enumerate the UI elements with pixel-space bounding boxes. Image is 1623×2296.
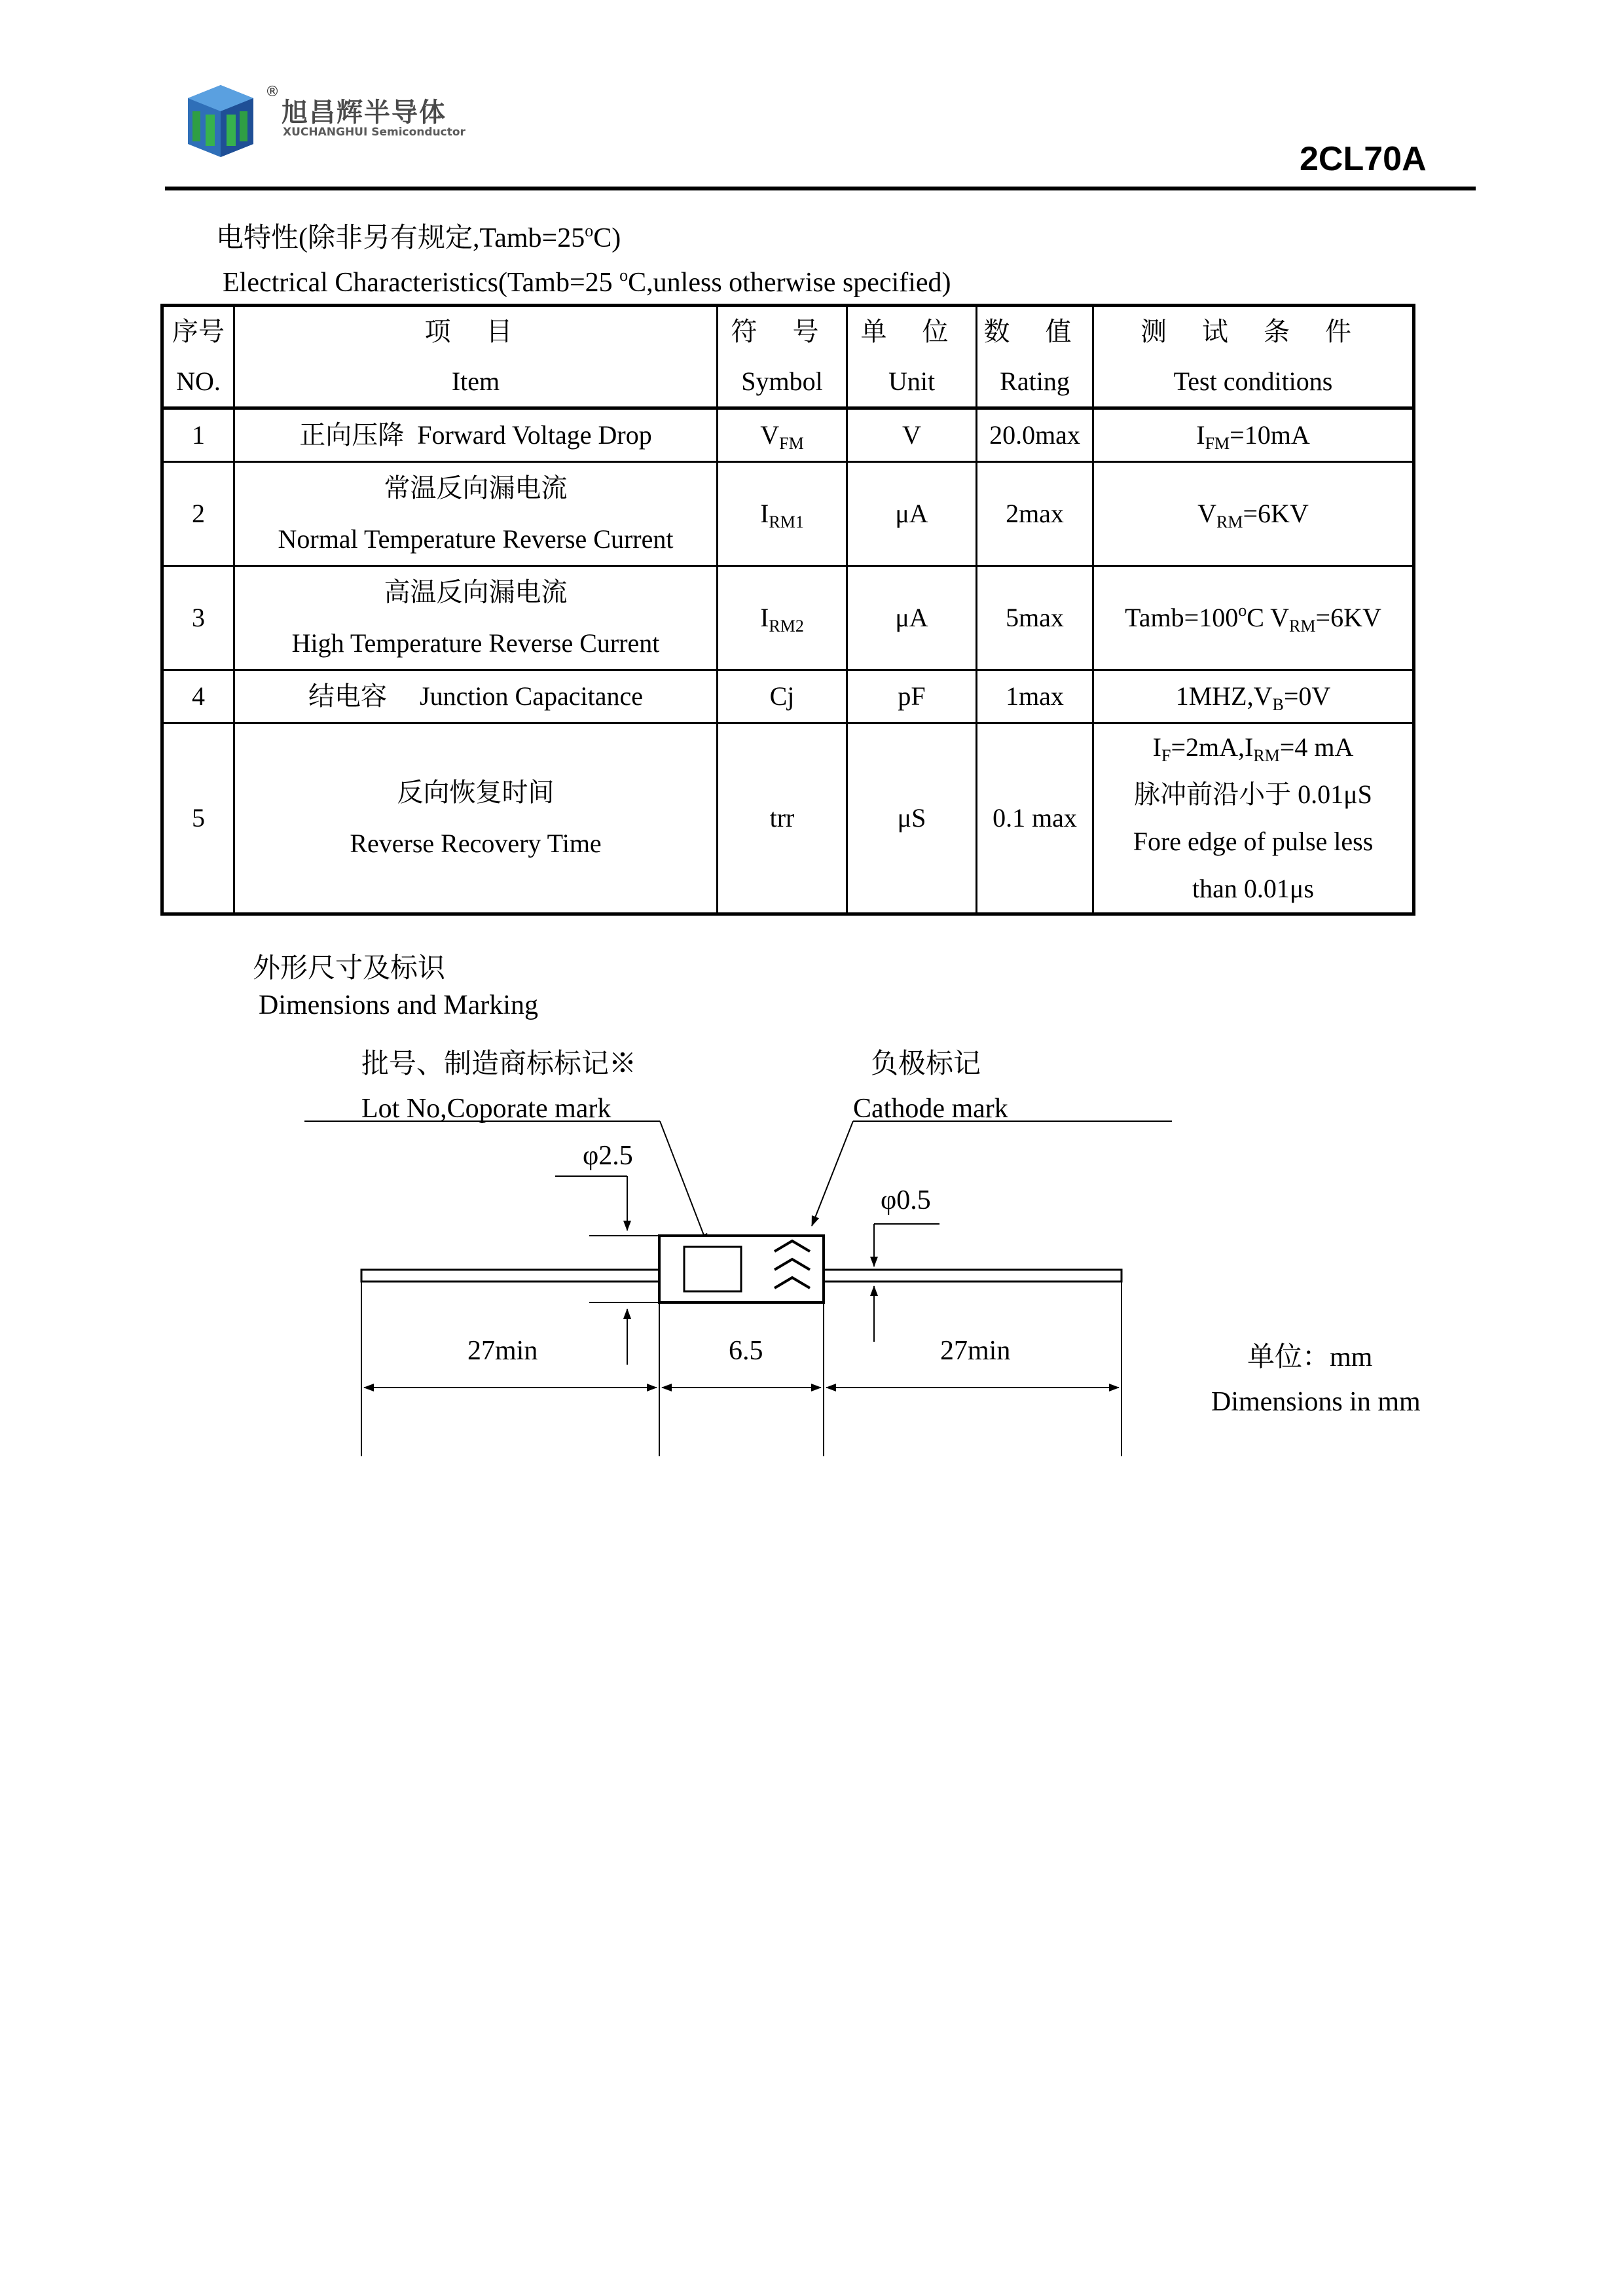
row-unit: μS bbox=[847, 723, 977, 914]
right-lead bbox=[824, 1270, 1122, 1282]
left-lead bbox=[361, 1270, 659, 1282]
row-rating: 20.0max bbox=[977, 408, 1093, 462]
row-rating: 2max bbox=[977, 462, 1093, 566]
dimensions-title-en: Dimensions and Marking bbox=[259, 990, 538, 1020]
section-title-cn: 电特性(除非另有规定$,Tamb=25^oC$) bbox=[216, 221, 621, 253]
cathode-mark-label-en: Cathode mark bbox=[853, 1094, 1008, 1124]
row-no: 2 bbox=[162, 462, 234, 566]
left-lead-length-label: 27min bbox=[467, 1336, 538, 1366]
row-item: 正向压降 Forward Voltage Drop bbox=[234, 408, 718, 462]
units-label-cn: 单位：mm bbox=[1247, 1342, 1373, 1372]
header-test-conditions: 测 试 条 件 Test conditions bbox=[1093, 306, 1414, 408]
header-symbol: 符 号 Symbol bbox=[718, 306, 847, 408]
lot-mark-label-en: Lot No,Coporate mark bbox=[361, 1094, 611, 1124]
body-diameter-label: φ2.5 bbox=[583, 1141, 633, 1171]
header-rating: 数 值 Rating bbox=[977, 306, 1093, 408]
row-test-conditions: $I_{FM}=10mA$ bbox=[1093, 408, 1414, 462]
row-item: 高温反向漏电流 High Temperature Reverse Current bbox=[234, 566, 718, 670]
row-item: 反向恢复时间 Reverse Recovery Time bbox=[234, 723, 718, 914]
part-number: 2CL70A bbox=[1300, 140, 1427, 178]
units-label-en: Dimensions in mm bbox=[1211, 1387, 1421, 1417]
row-unit: μA bbox=[847, 566, 977, 670]
lead-diameter-label: φ0.5 bbox=[881, 1185, 931, 1215]
row-rating: 5max bbox=[977, 566, 1093, 670]
row-symbol: $V_{FM}$ bbox=[718, 408, 847, 462]
row-test-conditions: $V_{RM}=6KV$ bbox=[1093, 462, 1414, 566]
header-unit: 单 位 Unit bbox=[847, 306, 977, 408]
row-unit: pF bbox=[847, 670, 977, 723]
row-symbol: $I_{RM1}$ bbox=[718, 462, 847, 566]
row-symbol: Cj bbox=[718, 670, 847, 723]
cathode-mark-label-cn: 负极标记 bbox=[871, 1049, 981, 1079]
row-rating: 1max bbox=[977, 670, 1093, 723]
row-test-conditions: $1MHZ,V_B=0V$ bbox=[1093, 670, 1414, 723]
right-lead-length-label: 27min bbox=[940, 1336, 1011, 1366]
row-unit: V bbox=[847, 408, 977, 462]
row-item: 结电容 Junction Capacitance bbox=[234, 670, 718, 723]
row-symbol: $I_{RM2}$ bbox=[718, 566, 847, 670]
company-name-en: XUCHANGHUI Semiconductor bbox=[283, 126, 465, 139]
row-test-conditions: $I_F=2mA,I_{RM}=4$ mA 脉冲前沿小于 0.01μS Fore edge of pulse less than 0.01μs bbox=[1093, 723, 1414, 914]
company-name-cn: 旭昌辉半导体 bbox=[282, 98, 447, 128]
row-no: 1 bbox=[162, 408, 234, 462]
lot-mark-label-cn: 批号、制造商标标记※ bbox=[361, 1049, 637, 1079]
dimensions-title-cn: 外形尺寸及标识 bbox=[253, 954, 446, 984]
row-unit: μA bbox=[847, 462, 977, 566]
header-no: 序号 NO. bbox=[162, 306, 234, 408]
row-no: 5 bbox=[162, 723, 234, 914]
registered-mark: ® bbox=[265, 84, 280, 100]
row-no: 3 bbox=[162, 566, 234, 670]
lot-mark-arrow bbox=[660, 1121, 707, 1244]
row-no: 4 bbox=[162, 670, 234, 723]
header-item: 项 目 Item bbox=[234, 306, 718, 408]
row-item: 常温反向漏电流 Normal Temperature Reverse Current bbox=[234, 462, 718, 566]
section-title-en: Electrical Characteristics(Tamb=25 $^o$C,unless otherwise specified) bbox=[223, 266, 951, 298]
row-symbol: trr bbox=[718, 723, 847, 914]
cathode-arrow bbox=[812, 1121, 853, 1226]
body-length-label: 6.5 bbox=[729, 1336, 763, 1366]
row-test-conditions: $Tamb=100^oC$ $V_{RM}=6KV$ bbox=[1093, 566, 1414, 670]
row-rating: 0.1 max bbox=[977, 723, 1093, 914]
